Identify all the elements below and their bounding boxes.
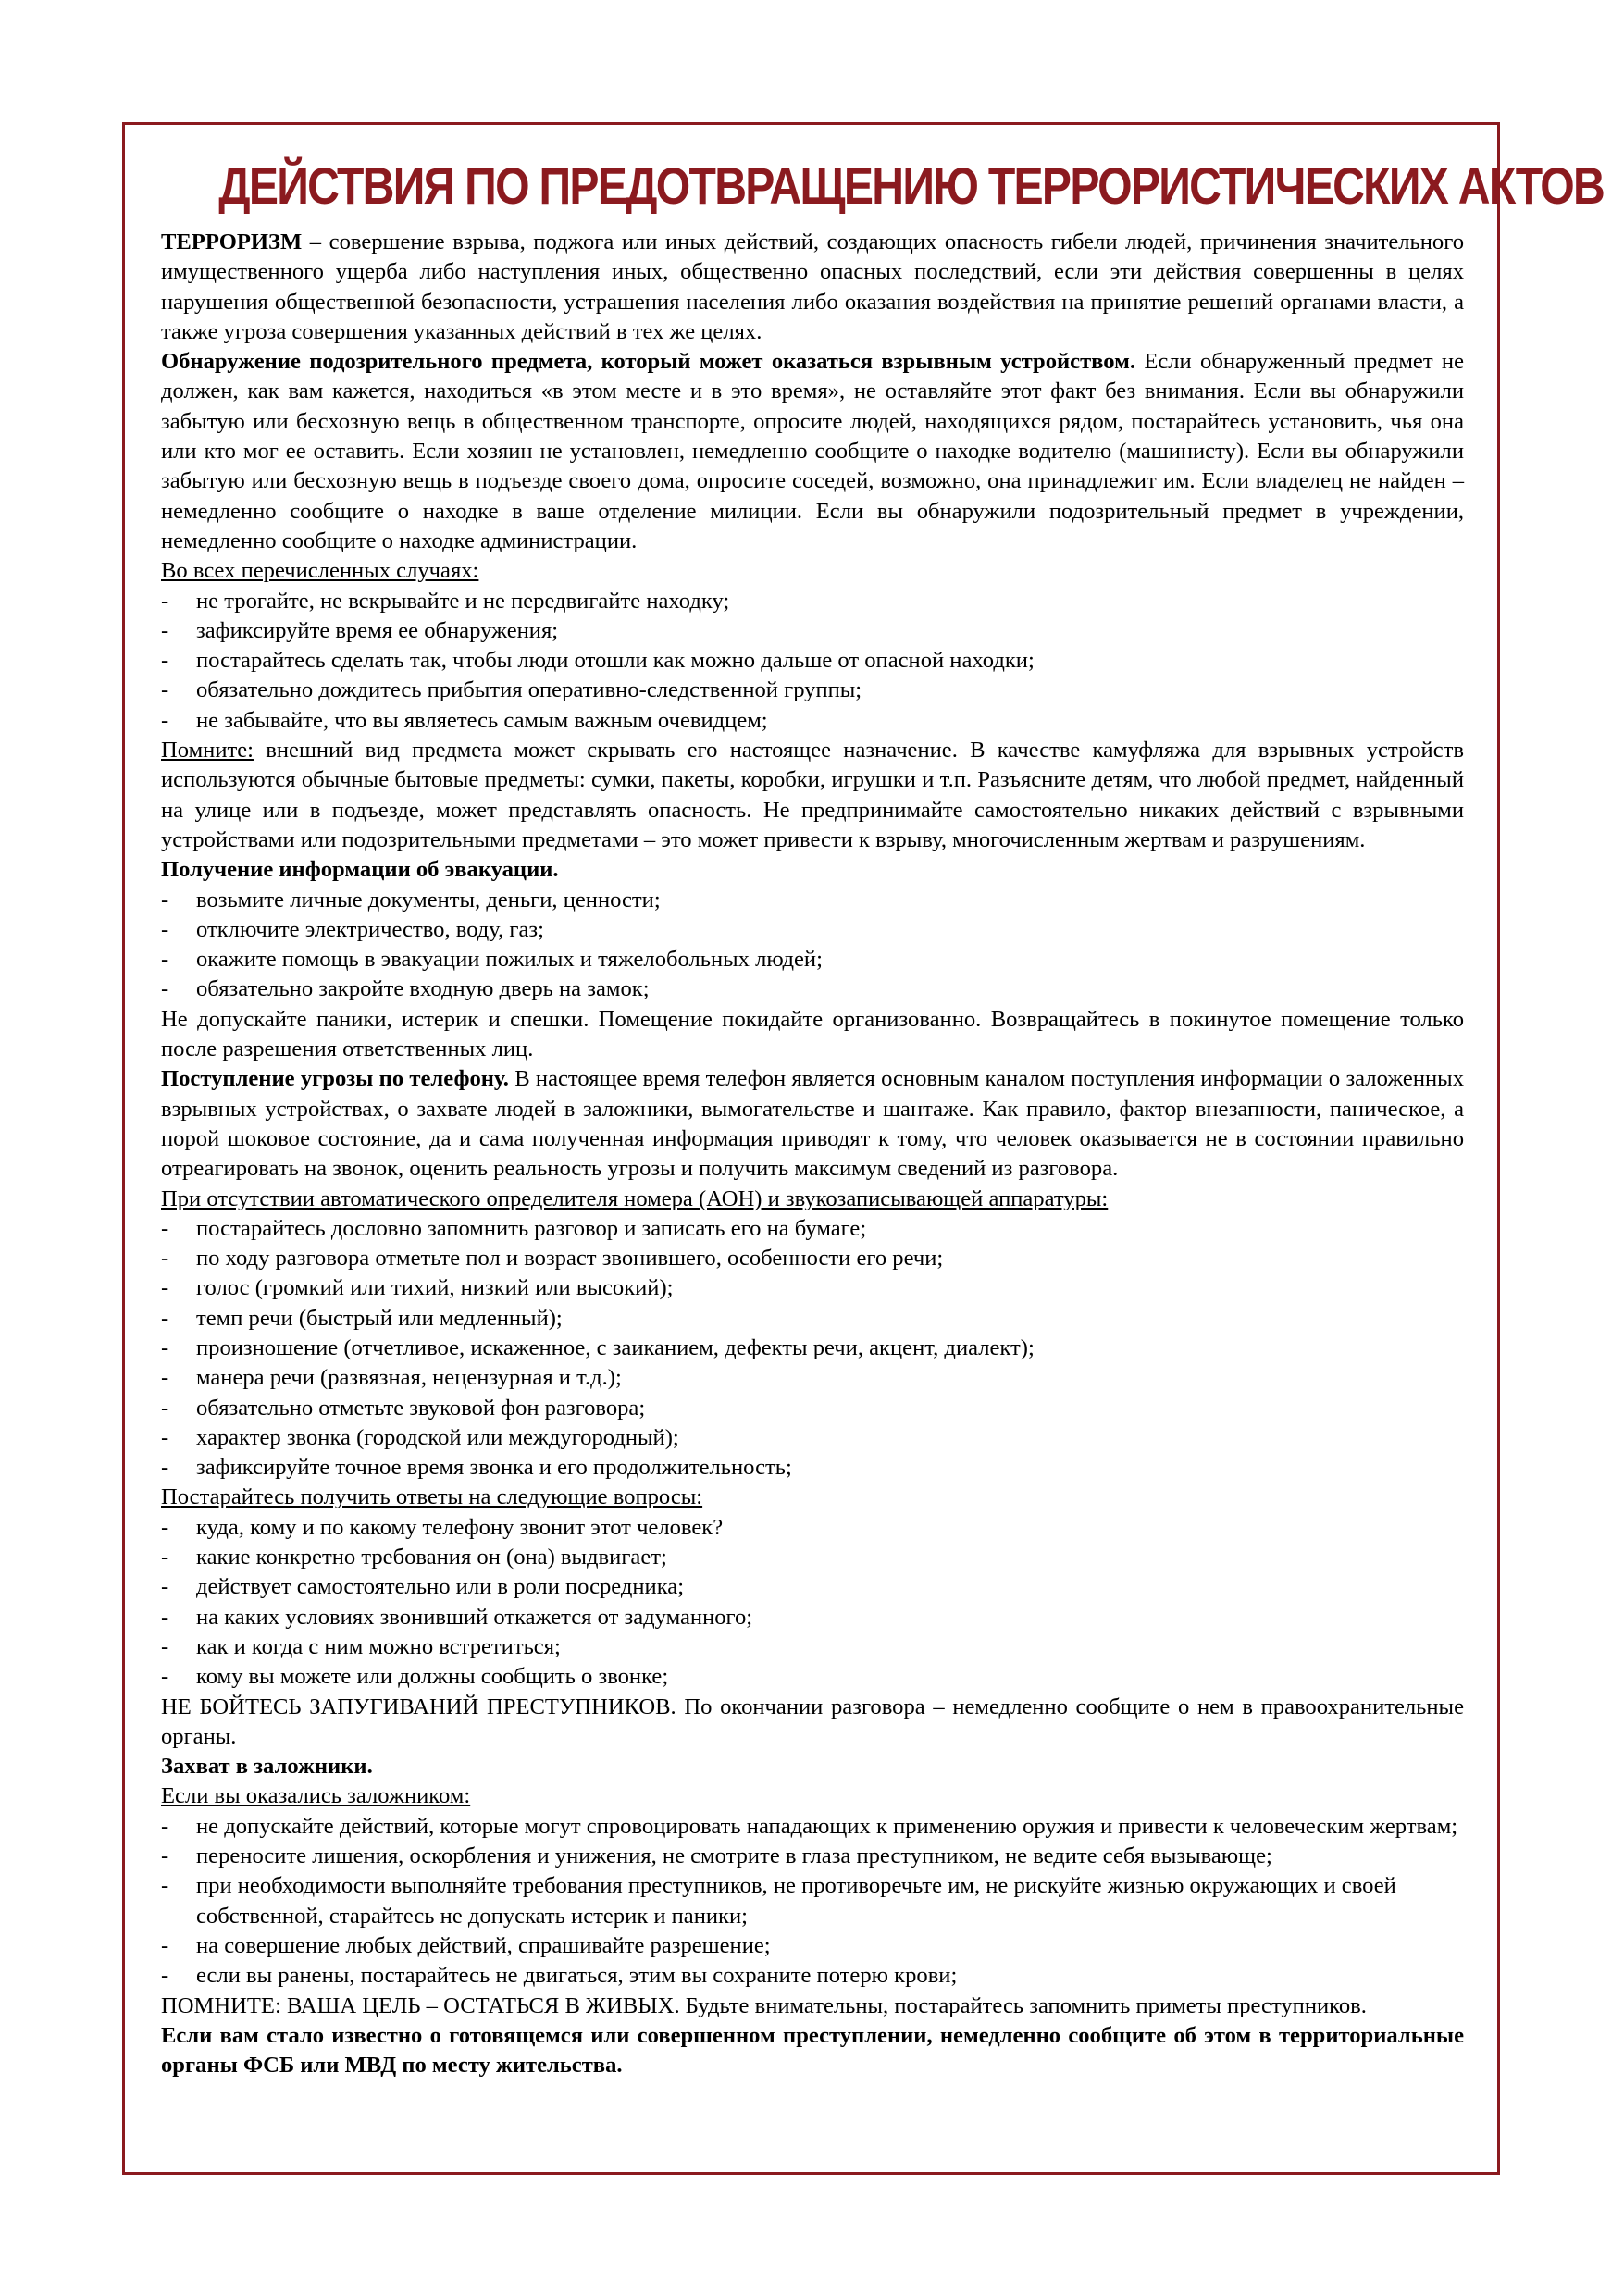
intro-text: – совершение взрыва, поджога или иных действий, создающих опасность гибели людей, причинения значительного имущественного ущерба либо наступления иных, общественно опасных последствий, если эти действия совершенны в целях нарушения общественной безопасности, устрашения населения либо оказания воздействия на принятие решений органами власти, а также угроза совершения указанных действий в тех же целях. <box>161 230 1464 344</box>
evacuation-list <box>161 886 1464 1005</box>
phone-list1 <box>161 1214 1464 1483</box>
phone-list2 <box>161 1513 1464 1693</box>
phone-text: В настоящее время телефон является основным каналом поступления информации о заложенных взрывных устройствах, о захвате людей в заложники, вымогательстве и шантаже. Как правило, фактор внезапности, паническое, а порой шоковое состояние, да и сама полученная информация приводят к тому, что человек оказывается не в состоянии правильно отреагировать на звонок, оценить реальность угрозы и получить максимум сведений из разговора. <box>161 1066 1464 1182</box>
list-item: - голос (громкий или тихий, низкий или высокий); <box>161 1273 1464 1303</box>
final-note: Если вам стало известно о готовящемся или совершенном преступлении, немедленно сообщите об этом в территориальные органы ФСБ или МВД по месту жительства. <box>161 2022 1464 2079</box>
phone-heading: Поступление угрозы по телефону. <box>161 1066 509 1092</box>
list-item: - не забывайте, что вы являетесь самым важным очевидцем; <box>161 706 1464 736</box>
list-item: - какие конкретно требования он (она) выдвигает; <box>161 1543 1464 1572</box>
remember-text: внешний вид предмета может скрывать его настоящее назначение. В качестве камуфляжа для взрывных устройств используются обычные бытовые предметы: сумки, пакеты, коробки, игрушки и т.п. Разъясните детям, что любой предмет, найденный на улице или в подъезде, может представлять опасность. Не предпринимайте самостоятельно никаких действий с взрывными устройствами или подозрительными предметами – это может привести к взрыву, многочисленным жертвам и разрушениям. <box>161 738 1464 852</box>
list-item: - постарайтесь сделать так, чтобы люди отошли как можно дальше от опасной находки; <box>161 646 1464 676</box>
suspicious-heading: Обнаружение подозрительного предмета, который может оказаться взрывным устройством. <box>161 349 1135 375</box>
list-item: - на каких условиях звонивший откажется от задуманного; <box>161 1603 1464 1632</box>
list-item: - кому вы можете или должны сообщить о звонке; <box>161 1662 1464 1692</box>
suspicious-list-title: Во всех перечисленных случаях: <box>161 558 479 584</box>
remember-paragraph <box>161 736 1464 855</box>
list-item: - переносите лишения, оскорбления и унижения, не смотрите в глаза преступником, не ведите себя вызывающе; <box>161 1842 1464 1871</box>
list-item: - окажите помощь в эвакуации пожилых и тяжелобольных людей; <box>161 945 1464 974</box>
list-item: - обязательно закройте входную дверь на замок; <box>161 974 1464 1004</box>
list-item: - темп речи (быстрый или медленный); <box>161 1304 1464 1334</box>
list-item: - действует самостоятельно или в роли посредника; <box>161 1572 1464 1602</box>
list-item: - куда, кому и по какому телефону звонит этот человек? <box>161 1513 1464 1543</box>
hostage-note: ПОМНИТЕ: ВАША ЦЕЛЬ – ОСТАТЬСЯ В ЖИВЫХ. Будьте внимательны, постарайтесь запомнить приметы преступников. <box>161 1992 1367 2018</box>
phone-paragraph <box>161 1064 1464 1184</box>
list-item: - не допускайте действий, которые могут спровоцировать нападающих к применению оружия и привести к человеческим жертвам; <box>161 1812 1464 1842</box>
list-item: - обязательно отметьте звуковой фон разговора; <box>161 1394 1464 1423</box>
evacuation-note: Не допускайте паники, истерик и спешки. Помещение покидайте организованно. Возвращайтесь в покинутое помещение только после разрешения ответственных лиц. <box>161 1006 1464 1062</box>
list-item: - не трогайте, не вскрывайте и не передвигайте находку; <box>161 587 1464 616</box>
hostage-heading: Захват в заложники. <box>161 1754 373 1780</box>
list-item: - зафиксируйте точное время звонка и его продолжительность; <box>161 1453 1464 1483</box>
list-item: - отключите электричество, воду, газ; <box>161 915 1464 945</box>
list-item: - произношение (отчетливое, искаженное, с заиканием, дефекты речи, акцент, диалект); <box>161 1334 1464 1363</box>
suspicious-list <box>161 587 1464 736</box>
list-item: - при необходимости выполняйте требования преступников, не противоречьте им, не рискуйте жизнью окружающих и своей собственной, старайтесь не допускать истерик и паники; <box>161 1871 1464 1931</box>
evacuation-heading: Получение информации об эвакуации. <box>161 857 559 883</box>
suspicious-paragraph <box>161 347 1464 556</box>
page-title: ДЕЙСТВИЯ ПО ПРЕДОТВРАЩЕНИЮ ТЕРРОРИСТИЧЕСКИХ АКТОВ <box>218 156 1605 215</box>
intro-term: ТЕРРОРИЗМ <box>161 230 303 254</box>
list-item: - характер звонка (городской или междугородный); <box>161 1423 1464 1453</box>
hostage-list <box>161 1812 1464 1992</box>
list-item: - постарайтесь дословно запомнить разговор и записать его на бумаге; <box>161 1214 1464 1244</box>
hostage-list-title: Если вы оказались заложником: <box>161 1783 471 1809</box>
list-item: - манера речи (развязная, нецензурная и т.д.); <box>161 1363 1464 1393</box>
list-item: - зафиксируйте время ее обнаружения; <box>161 616 1464 646</box>
list-item: - возьмите личные документы, деньги, ценности; <box>161 886 1464 915</box>
intro-paragraph <box>161 228 1464 347</box>
list-item: - обязательно дождитесь прибытия оперативно-следственной группы; <box>161 676 1464 705</box>
list-item: - если вы ранены, постарайтесь не двигаться, этим вы сохраните потерю крови; <box>161 1961 1464 1991</box>
remember-label: Помните: <box>161 738 254 763</box>
list-item: - на совершение любых действий, спрашивайте разрешение; <box>161 1931 1464 1961</box>
phone-list2-title: Постарайтесь получить ответы на следующие вопросы: <box>161 1484 703 1510</box>
phone-list1-title: При отсутствии автоматического определителя номера (АОН) и звукозаписывающей аппаратуры: <box>161 1185 1109 1211</box>
list-item: - по ходу разговора отметьте пол и возраст звонившего, особенности его речи; <box>161 1244 1464 1273</box>
phone-note: НЕ БОЙТЕСЬ ЗАПУГИВАНИЙ ПРЕСТУПНИКОВ. По окончании разговора – немедленно сообщите о нем в правоохранительные органы. <box>161 1694 1464 1749</box>
list-item: - как и когда с ним можно встретиться; <box>161 1632 1464 1662</box>
suspicious-text: Если обнаруженный предмет не должен, как вам кажется, находиться «в этом месте и в это время», не оставляйте этот факт без внимания. Если вы обнаружили забытую или бесхозную вещь в общественном транспорте, опросите людей, находящихся рядом, постарайтесь установить, чья она или кто мог ее оставить. Если хозяин не установлен, немедленно сообщите о находке водителю (машинисту). Если вы обнаружили забытую или бесхозную вещь в подъезде своего дома, опросите соседей, возможно, она принадлежит им. Если владелец не найден – немедленно сообщите о находке в ваше отделение милиции. Если вы обнаружили подозрительный предмет в учреждении, немедленно сообщите о находке администрации. <box>161 349 1464 553</box>
poster-content <box>161 228 1464 2080</box>
